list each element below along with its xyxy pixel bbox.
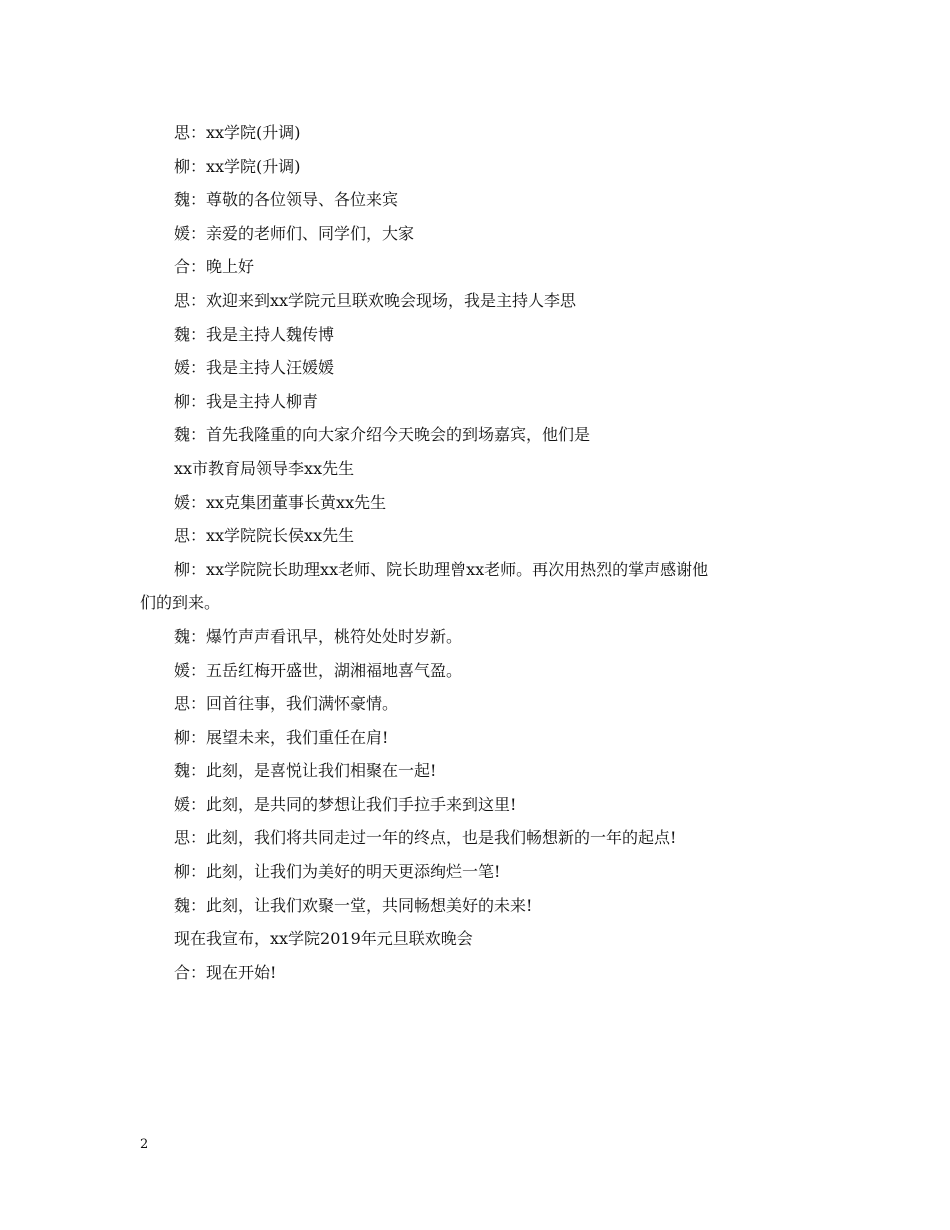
script-line: xx市教育局领导李xx先生: [174, 458, 355, 478]
script-line: 合：现在开始!: [174, 962, 277, 982]
script-line: 柳：此刻，让我们为美好的明天更添绚烂一笔!: [174, 862, 501, 882]
script-line: 媛：五岳红梅开盛世，湖湘福地喜气盈。: [174, 660, 463, 680]
script-line: 思：欢迎来到xx学院元旦联欢晚会现场，我是主持人李思: [174, 290, 577, 310]
script-line: 思：回首往事，我们满怀豪情。: [174, 694, 399, 714]
script-line: 合：晚上好: [174, 257, 255, 277]
script-line: 媛：xx克集团董事长黄xx先生: [174, 492, 387, 512]
script-body: [140, 116, 820, 989]
page-number: 2: [140, 1137, 149, 1152]
script-line: 媛：此刻，是共同的梦想让我们手拉手来到这里!: [174, 794, 517, 814]
script-line: 现在我宣布，xx学院2019年元旦联欢晚会: [174, 929, 473, 949]
script-line-continuation: 们的到来。: [140, 593, 221, 613]
script-line: 媛：我是主持人汪媛媛: [174, 358, 335, 378]
script-line: 思：此刻，我们将共同走过一年的终点，也是我们畅想新的一年的起点!: [174, 828, 677, 848]
script-line: 思：xx学院院长侯xx先生: [174, 526, 355, 546]
script-line: 柳：xx学院(升调): [174, 156, 301, 176]
script-line: 魏：此刻，是喜悦让我们相聚在一起!: [174, 761, 437, 781]
script-line: 柳：展望未来，我们重任在肩!: [174, 727, 389, 747]
script-line: 媛：亲爱的老师们、同学们，大家: [174, 223, 415, 243]
script-line: 魏：爆竹声声看讯早，桃符处处时岁新。: [174, 626, 463, 646]
script-line: 柳：我是主持人柳青: [174, 391, 319, 411]
script-line: 魏：首先我隆重的向大家介绍今天晚会的到场嘉宾，他们是: [174, 425, 591, 445]
script-line: 魏：我是主持人魏传博: [174, 324, 335, 344]
script-line: 魏：此刻，让我们欢聚一堂，共同畅想美好的未来!: [174, 895, 533, 915]
script-line: 魏：尊敬的各位领导、各位来宾: [174, 190, 399, 210]
script-line: 思：xx学院(升调): [174, 123, 301, 142]
script-line: 柳：xx学院院长助理xx老师、院长助理曾xx老师。再次用热烈的掌声感谢他: [174, 559, 709, 579]
